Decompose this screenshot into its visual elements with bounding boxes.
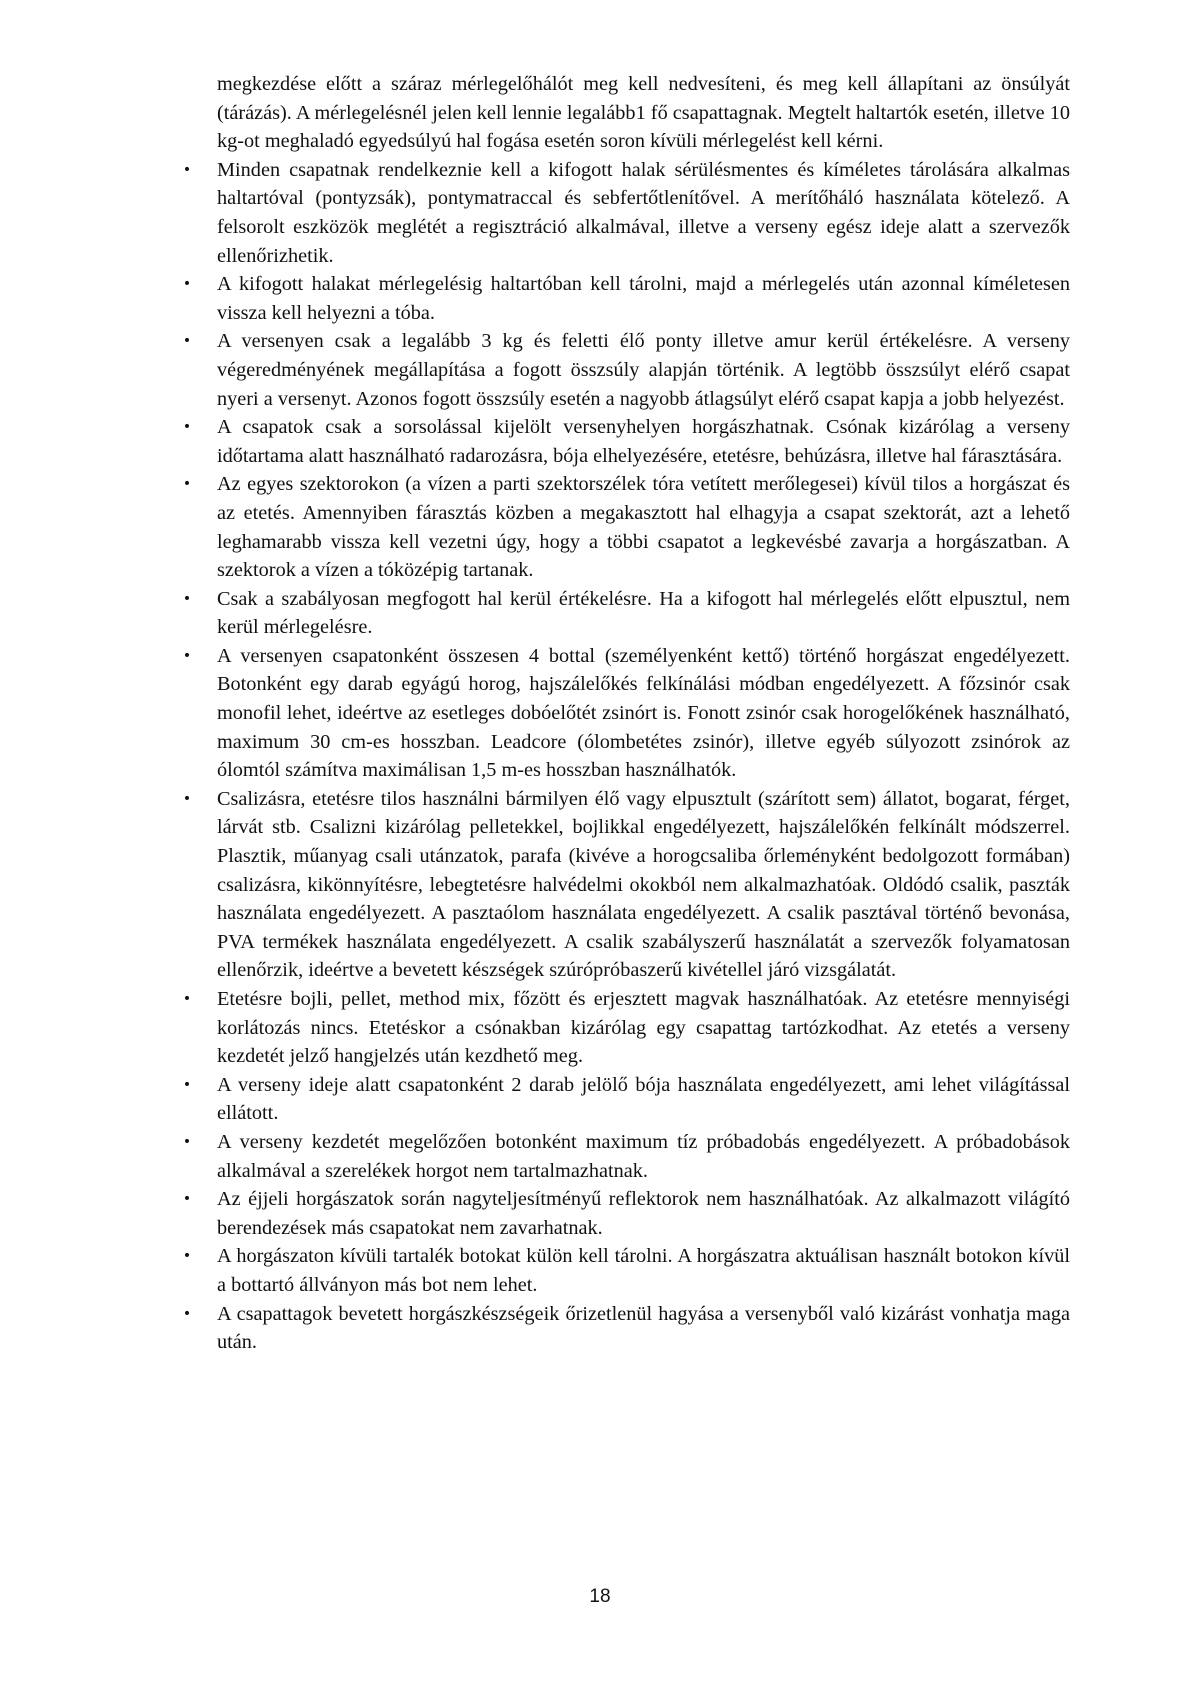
page-number: 18 bbox=[589, 1586, 611, 1607]
rule-item bbox=[182, 270, 1070, 327]
intro-paragraph: megkezdése előtt a száraz mérlegelőhálót meg kell nedvesíteni, és meg kell állapítani az önsúlyát (tárázás). A mérlegelésnél jelen kell lennie legalább1 fő csapattagnak. Megtelt haltartók esetén, illetve 10 kg-ot meghaladó egyedsúlyú hal fogása esetén soron kívüli mérlegelést kell kérni. bbox=[217, 73, 1070, 153]
rule-text: A verseny kezdetét megelőzően botonként maximum tíz próbadobás engedélyezett. A próbadobások alkalmával a szerelékek horgot nem tartalmazhatnak. bbox=[217, 1130, 1070, 1182]
rule-item bbox=[182, 1242, 1070, 1299]
rule-text: Csalizásra, etetésre tilos használni bármilyen élő vagy elpusztult (szárított sem) állatot, bogarat, férget, lárvát stb. Csalizni kizárólag pelletekkel, bojlikkal engedélyezett, hajszálelőkén felkínált módszerrel. Plasztik, műanyag csali utánzatok, parafa (kivéve a horogcsaliba őrleményként bedolgozott formában) csalizásra, kikönnyítésre, lebegtetésre halvédelmi okokból nem alkalmazhatóak. Oldódó csalik, paszták használata engedélyezett. A pasztaólom használata engedélyezett. A csalik pasztával történő bevonása, PVA termékek használata engedélyezett. A csalik szabályszerű használatát a szervezők folyamatosan ellenőrzik, ideértve a bevetett készségek szúrópróbaszerű kivétellel járó vizsgálatát. bbox=[217, 787, 1070, 982]
rule-text: A horgászaton kívüli tartalék botokat külön kell tárolni. A horgászatra aktuálisan használt botokon kívül a bottartó állványon más bot nem lehet. bbox=[217, 1245, 1070, 1296]
bullet-icon: • bbox=[182, 276, 192, 293]
bullet-icon: • bbox=[182, 1191, 192, 1208]
bullet-icon: • bbox=[182, 790, 192, 807]
rule-item bbox=[182, 1300, 1070, 1357]
bullet-icon: • bbox=[182, 1133, 192, 1150]
rule-text: Az egyes szektorokon (a vízen a parti szektorszélek tóra vetített merőlegesei) kívül tilos a horgászat és az etetés. Amennyiben fárasztás közben a megakasztott hal elhagyja a csapat szektorát, azt a lehető leghamarabb vissza kell vezetni úgy, hogy a többi csapatot a legkevésbé zavarja a horgászatban. A szektorok a vízen a tóközépig tartanak. bbox=[217, 473, 1070, 582]
bullet-icon: • bbox=[182, 991, 192, 1007]
rule-item bbox=[182, 642, 1070, 785]
rule-text: A verseny ideje alatt csapatonként 2 darab jelölő bója használata engedélyezett, ami lehet világítással ellátott. bbox=[217, 1073, 1070, 1125]
rule-item bbox=[182, 1185, 1070, 1242]
rules-list bbox=[182, 156, 1070, 1357]
rule-text: A versenyen csak a legalább 3 kg és feletti élő ponty illetve amur kerül értékelésre. A verseny végeredményének megállapítása a fogott összsúly alapján történik. A legtöbb összsúlyt elérő csapat nyeri a versenyt. Azonos fogott összsúly esetén a nagyobb átlagsúlyt elérő csapat kapja a jobb helyezést. bbox=[217, 330, 1070, 410]
rule-item bbox=[182, 785, 1070, 985]
rule-item bbox=[182, 156, 1070, 270]
bullet-icon: • bbox=[182, 419, 192, 436]
bullet-icon: • bbox=[182, 1248, 192, 1265]
rule-text: A csapatok csak a sorsolással kijelölt versenyhelyen horgászhatnak. Csónak kizárólag a verseny időtartama alatt használható radarozásra, bója elhelyezésére, etetésre, behúzásra, illetve hal fárasztására. bbox=[217, 416, 1070, 467]
rule-item bbox=[182, 985, 1070, 1071]
rule-item bbox=[182, 413, 1070, 470]
bullet-icon: • bbox=[182, 1305, 192, 1322]
rule-item bbox=[182, 1071, 1070, 1128]
rule-item bbox=[182, 1128, 1070, 1185]
rule-text: Csak a szabályosan megfogott hal kerül értékelésre. Ha a kifogott hal mérlegelés előtt elpusztul, nem kerül mérlegelésre. bbox=[217, 587, 1070, 639]
rule-text: A kifogott halakat mérlegelésig haltartóban kell tárolni, majd a mérlegelés után azonnal kíméletesen vissza kell helyezni a tóba. bbox=[217, 273, 1070, 324]
bullet-icon: • bbox=[182, 476, 192, 493]
rule-text: A versenyen csapatonként összesen 4 bottal (személyenként kettő) történő horgászat engedélyezett. Botonként egy darab egyágú horog, hajszálelőkés felkínálási módban engedélyezett. A főzsinór csak monofil lehet, ideértve az esetleges dobóelőtét zsinórt is. Fonott zsinór csak horogelőkének használható, maximum 30 cm-es hosszban. Leadcore (ólombetétes zsinór), illetve egyéb súlyozott zsinórok az ólomtól számítva maximálisan 1,5 m-es hosszban használhatók. bbox=[217, 644, 1070, 782]
rule-text: Minden csapatnak rendelkeznie kell a kifogott halak sérülésmentes és kíméletes tárolására alkalmas haltartóval (pontyzsák), pontymatraccal és sebfertőtlenítővel. A merítőháló használata kötelező. A felsorolt eszközök meglétét a regisztráció alkalmával, illetve a verseny egész ideje alatt a szervezők ellenőrizhetik. bbox=[217, 158, 1070, 267]
bullet-icon: • bbox=[182, 647, 192, 664]
rule-item bbox=[182, 470, 1070, 584]
page-body bbox=[182, 70, 1070, 1357]
bullet-icon: • bbox=[182, 333, 192, 350]
bullet-icon: • bbox=[182, 1076, 192, 1093]
bullet-icon: • bbox=[182, 161, 192, 178]
bullet-icon: • bbox=[182, 590, 192, 607]
rule-item bbox=[182, 327, 1070, 413]
rule-text: Etetésre bojli, pellet, method mix, főzött és erjesztett magvak használhatóak. Az etetésre mennyiségi korlátozás nincs. Etetéskor a csónakban kizárólag egy csapattag tartózkodhat. Az etetés a verseny kezdetét jelző hangjelzés után kezdhető meg. bbox=[217, 988, 1070, 1068]
rule-text: Az éjjeli horgászatok során nagyteljesítményű reflektorok nem használhatóak. Az alkalmazott világító berendezések más csapatokat nem zavarhatnak. bbox=[217, 1188, 1070, 1239]
rule-text: A csapattagok bevetett horgászkészségeik őrizetlenül hagyása a versenyből való kizárást vonhatja maga után. bbox=[217, 1302, 1070, 1354]
rule-item bbox=[182, 585, 1070, 642]
